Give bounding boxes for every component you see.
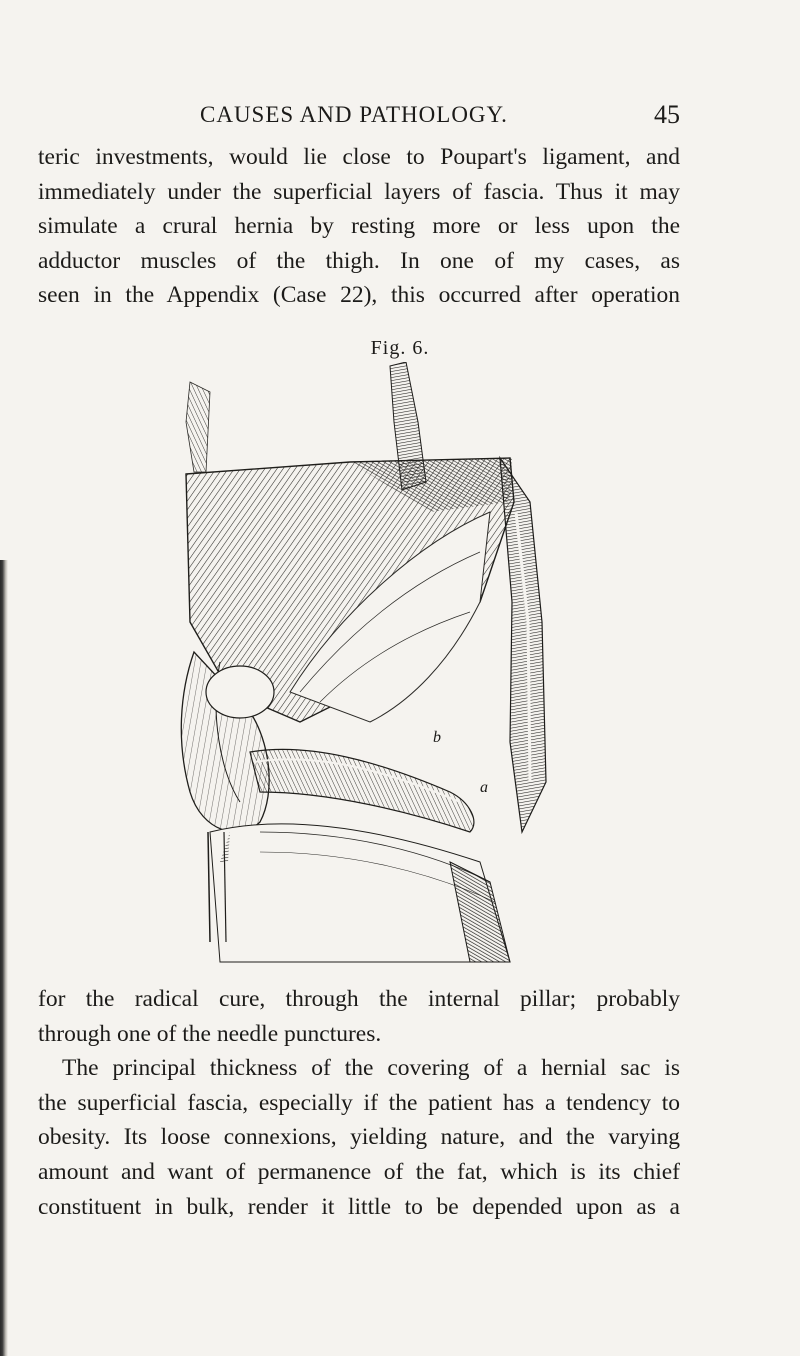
- page-binding-shadow: [0, 560, 8, 1356]
- text-line: amount and want of permanence of the fat, which is its chief: [38, 1158, 680, 1185]
- figure-label-b: b: [433, 729, 441, 746]
- page-number: 45: [654, 100, 680, 129]
- text-line: simulate a crural hernia by resting more or less upon the: [38, 213, 680, 240]
- hernia-engraving: [150, 362, 570, 974]
- text-line: for the radical cure, through the internal pillar; probably: [38, 986, 680, 1012]
- figure-label-a: a: [480, 779, 488, 796]
- text-line: the superficial fascia, especially if the patient has a tendency to: [38, 1089, 680, 1116]
- text-line: immediately under the superficial layers of fascia. Thus it may: [38, 178, 680, 205]
- text-line: seen in the Appendix (Case 22), this occurred after operation: [38, 282, 680, 309]
- text-line: obesity. Its loose connexions, yielding nature, and the varying: [38, 1124, 680, 1151]
- text-line: The principal thickness of the covering of a hernial sac is: [62, 1055, 680, 1082]
- running-title: CAUSES AND PATHOLOGY.: [200, 102, 508, 127]
- text-line: adductor muscles of the thigh. In one of my cases, as: [38, 247, 680, 274]
- text-line: through one of the needle punctures.: [38, 1020, 382, 1047]
- anatomical-illustration: [150, 362, 570, 974]
- figure-caption: Fig. 6.: [370, 337, 430, 359]
- text-line: teric investments, would lie close to Poupart's ligament, and: [38, 144, 680, 170]
- running-header: [200, 102, 680, 132]
- text-line: constituent in bulk, render it little to be depended upon as a: [38, 1193, 680, 1220]
- paragraph-top: [38, 140, 680, 313]
- paragraph-bottom: [38, 982, 680, 1224]
